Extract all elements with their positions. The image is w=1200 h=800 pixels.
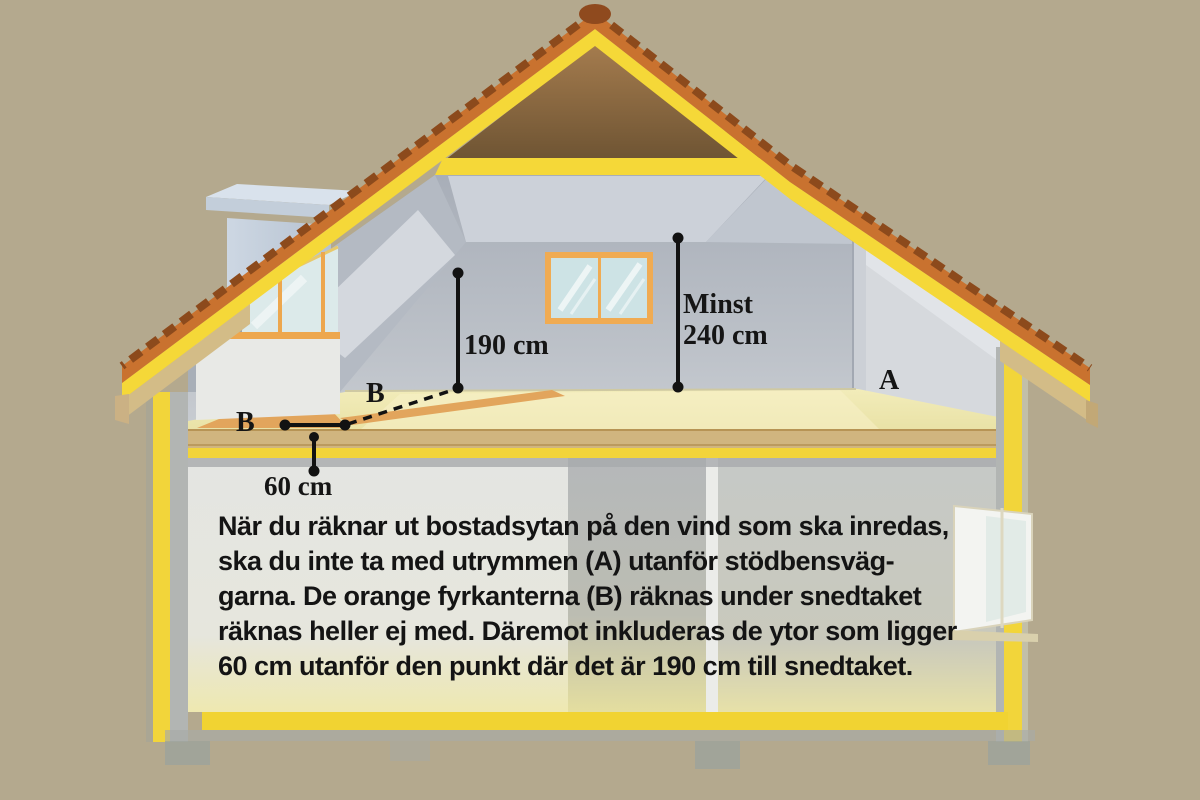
caption-line: räknas heller ej med. Däremot inkluderas de ytor som ligger <box>218 616 957 646</box>
label-minst: Minst <box>683 289 753 320</box>
label-b-upper: B <box>366 378 385 409</box>
exterior-wall-left <box>146 392 188 742</box>
caption-line: garna. De orange fyrkanterna (B) räknas under snedtaket <box>218 581 922 611</box>
caption-line: 60 cm utanför den punkt där det är 190 cm till snedtaket. <box>218 651 913 681</box>
label-area-a: A <box>879 365 900 396</box>
label-60cm: 60 cm <box>264 471 333 501</box>
foundation <box>165 712 1035 769</box>
label-240cm: 240 cm <box>683 320 768 351</box>
label-190cm: 190 cm <box>464 330 549 361</box>
caption-text <box>218 509 993 684</box>
label-b-left: B <box>236 407 255 438</box>
attic-window <box>545 252 653 324</box>
caption-line: ska du inte ta med utrymmen (A) utanför stödbensväg- <box>218 546 895 576</box>
ceiling-insulation-band <box>435 158 770 175</box>
caption-line: När du räknar ut bostadsytan på den vind som ska inredas, <box>218 511 949 541</box>
gable-wall <box>196 339 340 420</box>
ridge-cap <box>579 4 611 24</box>
